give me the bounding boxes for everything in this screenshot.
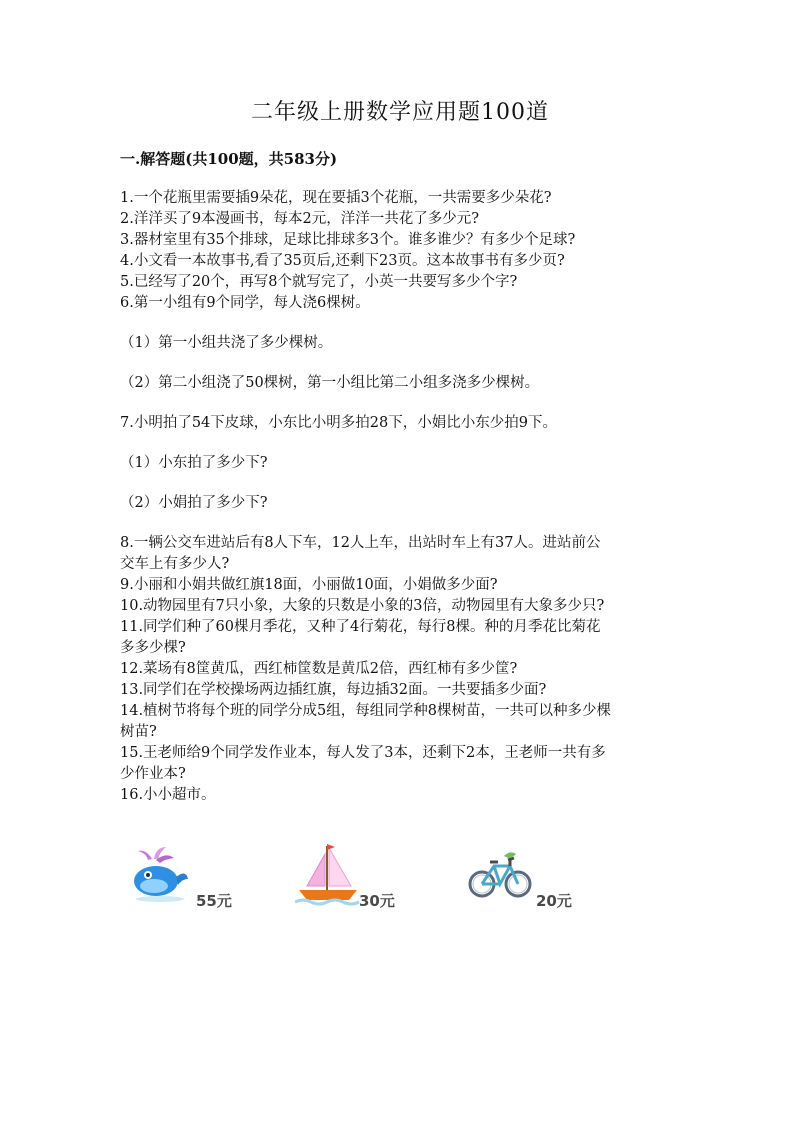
shop-item-bicycle <box>468 840 578 920</box>
sub-question-line: （2）第二小组浇了50棵树，第一小组比第二小组多浇多少棵树。 <box>120 375 540 391</box>
problem-line: 8.一辆公交车进站后有8人下车，12人上车，出站时车上有37人。进站前公 <box>120 535 601 551</box>
problem-line: 4.小文看一本故事书,看了35页后,还剩下23页。这本故事书有多少页? <box>120 253 565 269</box>
problem-line: 1.一个花瓶里需要插9朵花，现在要插3个花瓶，一共需要多少朵花? <box>120 190 552 206</box>
shop-item-sailboat <box>295 840 405 920</box>
problem-line: 5.已经写了20个，再写8个就写完了，小英一共要写多少个字? <box>120 274 518 290</box>
problem-line: 12.菜场有8筐黄瓜，西红柿筐数是黄瓜2倍，西红柿有多少筐? <box>120 661 518 677</box>
sub-question-line: （2）小娟拍了多少下? <box>120 495 268 511</box>
problem-line: 7.小明拍了54下皮球，小东比小明多拍28下，小娟比小东少拍9下。 <box>120 415 557 431</box>
price-label: 30元 <box>359 892 395 910</box>
price-label: 55元 <box>196 892 232 910</box>
problem-line-continued: 少作业本? <box>120 766 186 782</box>
problem-line: 16.小小超市。 <box>120 787 216 803</box>
problem-line-continued: 交车上有多少人? <box>120 556 230 572</box>
problem-line: 10.动物园里有7只小象，大象的只数是小象的3倍，动物园里有大象多少只? <box>120 598 605 614</box>
problem-line: 11.同学们种了60棵月季花，又种了4行菊花，每行8棵。种的月季花比菊花 <box>120 619 601 635</box>
bicycle-icon <box>468 852 532 902</box>
problem-line: 15.王老师给9个同学发作业本，每人发了3本，还剩下2本，王老师一共有多 <box>120 745 606 761</box>
problem-line: 14.植树节将每个班的同学分成5组，每组同学种8棵树苗，一共可以种多少棵 <box>120 703 612 719</box>
whale-toy-icon <box>130 845 190 905</box>
page-title: 二年级上册数学应用题100道 <box>251 100 549 125</box>
sailboat-icon <box>295 842 361 908</box>
problem-line: 6.第一小组有9个同学，每人浇6棵树。 <box>120 295 370 311</box>
sub-question-line: （1）小东拍了多少下? <box>120 455 268 471</box>
problem-line: 9.小丽和小娟共做红旗18面，小丽做10面，小娟做多少面? <box>120 577 498 593</box>
price-label: 20元 <box>536 892 572 910</box>
section-heading: 一.解答题(共100题，共583分) <box>120 150 338 168</box>
problem-line-continued: 树苗? <box>120 724 157 740</box>
problem-line: 13.同学们在学校操场两边插红旗，每边插32面。一共要插多少面? <box>120 682 547 698</box>
sub-question-line: （1）第一小组共浇了多少棵树。 <box>120 335 333 351</box>
supermarket-items <box>0 840 800 920</box>
shop-item-whale <box>130 840 240 920</box>
problem-line: 2.洋洋买了9本漫画书，每本2元，洋洋一共花了多少元? <box>120 211 480 227</box>
problem-line: 3.器材室里有35个排球，足球比排球多3个。谁多谁少？有多少个足球? <box>120 232 576 248</box>
problem-line-continued: 多多少棵? <box>120 640 186 656</box>
